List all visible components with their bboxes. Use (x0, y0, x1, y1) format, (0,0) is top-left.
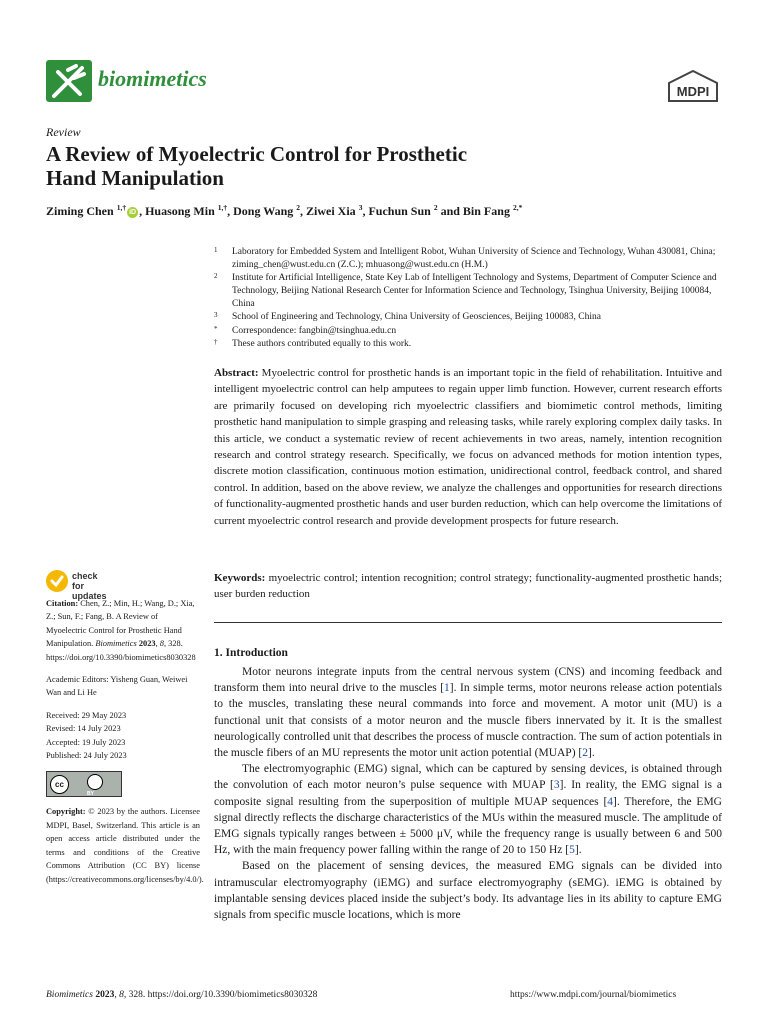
abstract (214, 365, 722, 529)
author-affil: 2,* (512, 203, 523, 212)
author-affil: 3 (358, 203, 363, 212)
published-date: Published: 24 July 2023 (46, 751, 127, 761)
check-updates-label: check for (72, 571, 98, 591)
reference-link[interactable]: 2 (582, 747, 588, 760)
title-line: A Review of Myoelectric Control for Prosthetic (46, 142, 468, 166)
by-label: BY (87, 791, 94, 798)
keywords (214, 570, 722, 603)
author-name: Ziwei Xia (306, 204, 356, 218)
article-title (46, 142, 666, 190)
footer-citation: Biomimetics 2023, 8, 328. https://doi.org/10.3390/biomimetics8030328 (46, 990, 318, 1000)
reference-link[interactable]: 5 (569, 844, 575, 857)
academic-editors: Academic Editors: Yisheng Guan, Weiwei Wan and Li He (46, 675, 188, 698)
article-info-sidebar (46, 597, 204, 886)
reference-link[interactable]: 4 (607, 795, 614, 808)
citation-doi[interactable]: , 328. https://doi.org/10.3390/biomimetics8030328 (46, 639, 196, 662)
author-name: Dong Wang (233, 204, 294, 218)
reference-link[interactable]: 1 (444, 682, 450, 695)
check-updates-label: updates (72, 591, 107, 601)
author-affil: 1,† (217, 203, 228, 212)
cc-icon: cc (50, 775, 69, 794)
title-line: Hand Manipulation (46, 166, 224, 190)
separator-line (214, 622, 722, 623)
copyright-notice: Copyright: © 2023 by the authors. Licensee MDPI, Basel, Switzerland. This article is an open access article distributed under the terms and conditions of the Creative Commons Attribution (CC BY) license (https://creativecommons.org/licenses/by/4.0/). (46, 807, 204, 884)
introduction-body (214, 664, 722, 923)
reference-link[interactable]: 3 (553, 779, 560, 792)
abstract-label: Abstract: (214, 367, 259, 379)
accepted-date: Accepted: 19 July 2023 (46, 737, 126, 747)
affiliations (214, 246, 726, 351)
received-date: Received: 29 May 2023 (46, 710, 127, 720)
affiliation-item: 1 Laboratory for Embedded System and Intelligent Robot, Wuhan University of Science and Technology, Wuhan 430081, China; ziming_chen@wust.edu.cn (Z.C.); mhuasong@wust.edu.cn (H.M.) (214, 246, 716, 271)
affiliation-item: * Correspondence: fangbin@tsinghua.edu.cn (214, 324, 397, 336)
paragraph: The electromyographic (EMG) signal, which can be captured by sensing devices, is obtained through the convolution of each motor neuron’s pulse sequence with MUAP [3]. In reality, the EMG signal is a composite signal resulting from the superposition of multiple MUAP sequences [4]. Therefore, the EMG signal directly reflects the discharge characteristics of the MUs within the measured muscle. The amplitude of EMG signals typically ranges between ± 5000 μV, while the frequency range is usually between 6 and 500 Hz, with the main frequency power falling within the range of 20 to 150 Hz [5]. (214, 763, 722, 857)
footer-doi[interactable]: , 328. https://doi.org/10.3390/biomimetics8030328 (123, 990, 318, 1000)
author-affil: 2 (296, 203, 301, 212)
paragraph: Based on the placement of sensing devices, the measured EMG signals can be divided into intramuscular electromyography (iEMG) and surface electromyography (sEMG). iEMG is obtained by implantable sensing devices placed inside the subject’s body. Its advantage lies in its ability to capture EMG signals from specific muscle locations, which is more (214, 860, 722, 922)
dates (46, 709, 200, 763)
journal-logo-icon (46, 60, 92, 102)
cc-by-license-icon[interactable] (46, 771, 122, 797)
check-updates-icon (46, 570, 68, 592)
section-heading: 1. Introduction (214, 647, 288, 659)
author-name: Huasong Min (145, 204, 215, 218)
author-affil: 1,† (116, 203, 127, 212)
author-name: Ziming Chen (46, 204, 114, 218)
journal-name: biomimetics (98, 66, 207, 91)
abstract-text: Myoelectric control for prosthetic hands is an important topic in the field of rehabilitation. Intuitive and intelligent myoelectric control can help amputees to regain upper limb function. However, current research efforts are primarily focused on developing rich myoelectric classifiers and biomimetic control methods, limiting prosthetic hand manipulation to simple grasping and releasing tasks, while rarely exploring complex daily tasks. In this article, we conduct a systematic review of recent achievements in two areas, namely, intention recognition research and control strategy research. Specifically, we focus on advanced methods for motion intention types, discrete motion classification, continuous motion estimation, unidirectional control, feedback control, and shared control. In addition, based on the above review, we analyze the challenges and opportunities for research directions of functionality-augmented prosthetic hands and user burden reduction, which can help overcome the limitations of current myoelectric control research and provide development prospects for future research. (214, 367, 723, 527)
affiliation-item: † These authors contributed equally to this work. (214, 337, 412, 349)
author-affil: 2 (433, 203, 438, 212)
affiliation-item: 3 School of Engineering and Technology, China University of Geosciences, Beijing 100083, China (214, 311, 601, 323)
keywords-label: Keywords: (214, 572, 266, 584)
paragraph: Motor neurons integrate inputs from the central nervous system (CNS) and incoming feedback and transform them into neural drive to the muscles [1]. In simple terms, motor neurons release action potentials to the muscles, translating these neural commands into force and movement. A motor unit (MU) is a functional unit that consists of a motor neuron and the muscle fibers innervated by it. It is the smallest neurologically controlled unit that describes the process of muscle contraction. The sum of action potentials in the muscle fibers of an MU represents the motor unit action potential (MUAP) [2]. (214, 666, 722, 760)
orcid-icon[interactable]: iD (129, 209, 137, 216)
svg-text:MDPI: MDPI (676, 84, 710, 99)
citation: Citation: Chen, Z.; Min, H.; Wang, D.; Xia, Z.; Sun, F.; Fang, B. A Review of Myoelectric Control for Prosthetic Hand Manipulation. Biomimetics 2023, 8, 328. https://doi.org/10.3390/biomimetics8030328 (46, 599, 196, 662)
author-name: Bin Fang (462, 204, 510, 218)
revised-date: Revised: 14 July 2023 (46, 724, 121, 734)
author-name: Fuchun Sun (368, 204, 431, 218)
article-type: Review (46, 125, 81, 139)
journal-url-link[interactable]: https://www.mdpi.com/journal/biomimetics (510, 990, 677, 1000)
keywords-text: myoelectric control; intention recognition; control strategy; functionality-augmented prosthetic hands; user burden reduction (214, 572, 723, 601)
mdpi-logo[interactable] (666, 69, 720, 108)
author-list: Ziming Chen $^{1,\dagger}$iD , Huasong Min $^{1,\dagger}$, Dong Wang $^2$, Ziwei Xia $^3$, Fuchun Sun $^2$ and Bin Fang $^{2,*}$ (46, 203, 523, 218)
affiliation-item: 2 Institute for Artificial Intelligence, State Key Lab of Intelligent Technology and Systems, Department of Computer Science and Technology, Beijing National Research Center for Information Science and Technology, Tsinghua University, Beijing 100084, China (214, 272, 717, 310)
